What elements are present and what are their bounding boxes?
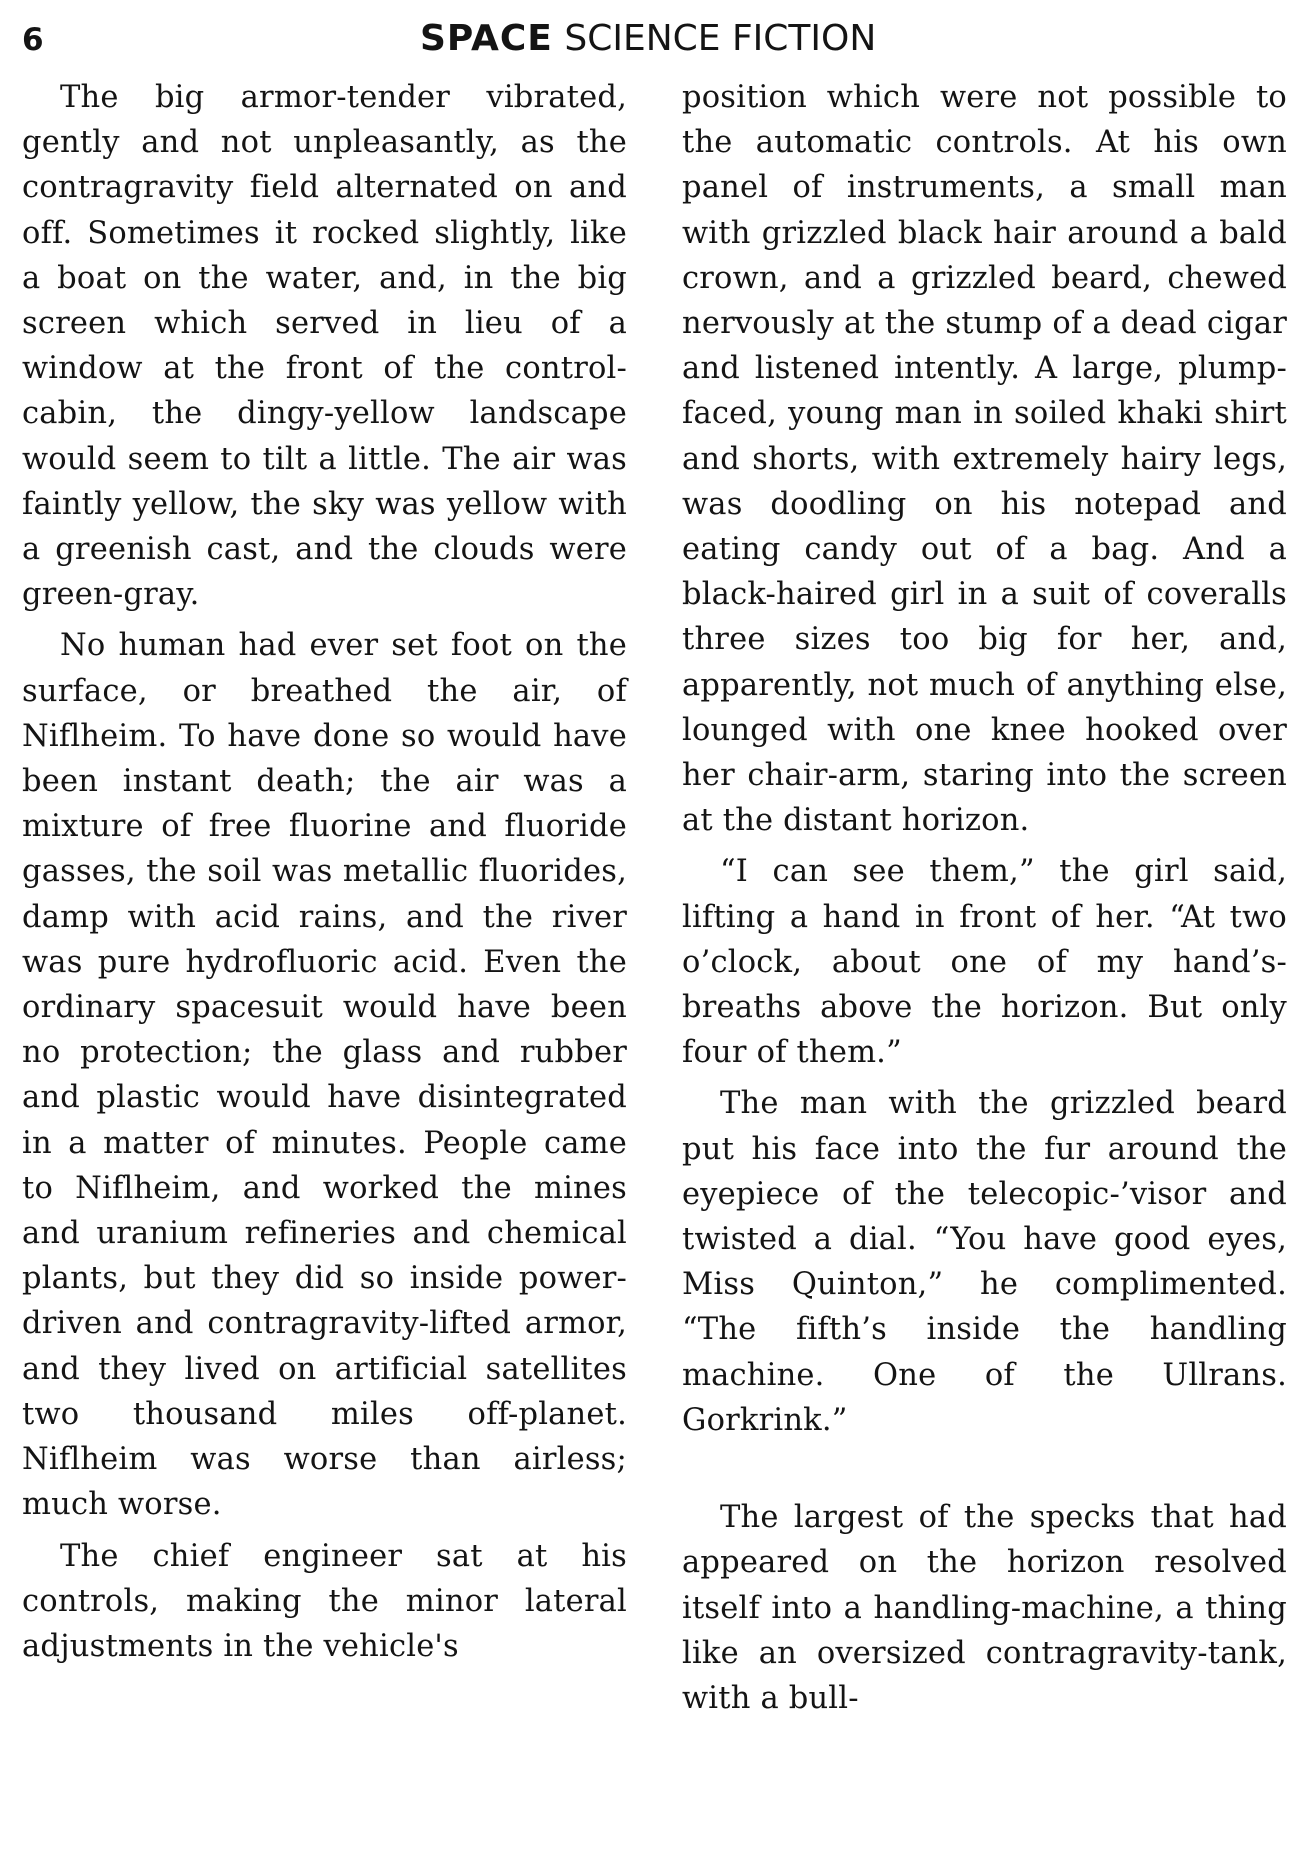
page-number: 6: [22, 22, 44, 58]
paragraph-continued: position which were not possible to the automatic controls. At his own panel of instruments, a small man with grizzled black hair around a bald crown, and a grizzled beard, chewed nervously at the stump of a dead cigar and listened intently. A large, plump-faced, young man in soiled khaki shirt and shorts, with extremely hairy legs, was doodling on his notepad and eating candy out of a bag. And a black-haired girl in a suit of coveralls three sizes too big for her, and, apparently, not much of anything else, lounged with one knee hooked over her chair-arm, staring into the screen at the distant horizon.: [682, 80, 1287, 839]
paragraph: The largest of the specks that had appeared on the horizon resolved itself into a handling-machine, a thing like an oversized contragravity-tank, with a bull-: [682, 1500, 1287, 1716]
paragraph: No human had ever set foot on the surface, or breathed the air, of Niflheim. To have done so would have been instant death; the air was a mixture of free fluorine and fluoride gasses, the soil was metallic fluorides, damp with acid rains, and the river was pure hydrofluoric acid. Even the ordinary spacesuit would have been no protection; the glass and rubber and plastic would have disintegrated in a matter of minutes. People came to Niflheim, and worked the mines and uranium refineries and chemical plants, but they did so inside power-driven and contragravity-lifted armor, and they lived on artificial satellites two thousand miles off-planet. Niflheim was worse than airless; much worse.: [22, 628, 627, 1523]
left-column: [22, 75, 627, 1675]
page-header: [0, 14, 1308, 64]
paragraph: The man with the grizzled beard put his face into the fur around the eyepiece of the telecopic-’visor and twisted a dial. “You have good eyes, Miss Quinton,” he complimented. “The fifth’s inside the handling machine. One of the Ullrans. Gorkrink.”: [682, 1086, 1287, 1438]
paragraph: “I can see them,” the girl said, lifting a hand in front of her. “At two o’clock, about one of my hand’s-breaths above the horizon. But only four of them.”: [682, 854, 1287, 1071]
right-column: [682, 75, 1287, 1727]
paragraph: The chief engineer sat at his controls, making the minor lateral adjustments in the vehicle's: [22, 1538, 627, 1664]
paragraph: The big armor-tender vibrated, gently and not unpleasantly, as the contragravity field alternated on and off. Sometimes it rocked slightly, like a boat on the water, and, in the big screen which served in lieu of a window at the front of the control-cabin, the dingy-yellow landscape would seem to tilt a little. The air was faintly yellow, the sky was yellow with a greenish cast, and the clouds were green-gray.: [22, 80, 627, 613]
magazine-title-bold: SPACE: [420, 18, 553, 59]
magazine-title-rest: SCIENCE FICTION: [564, 18, 877, 59]
running-head: [420, 18, 876, 59]
